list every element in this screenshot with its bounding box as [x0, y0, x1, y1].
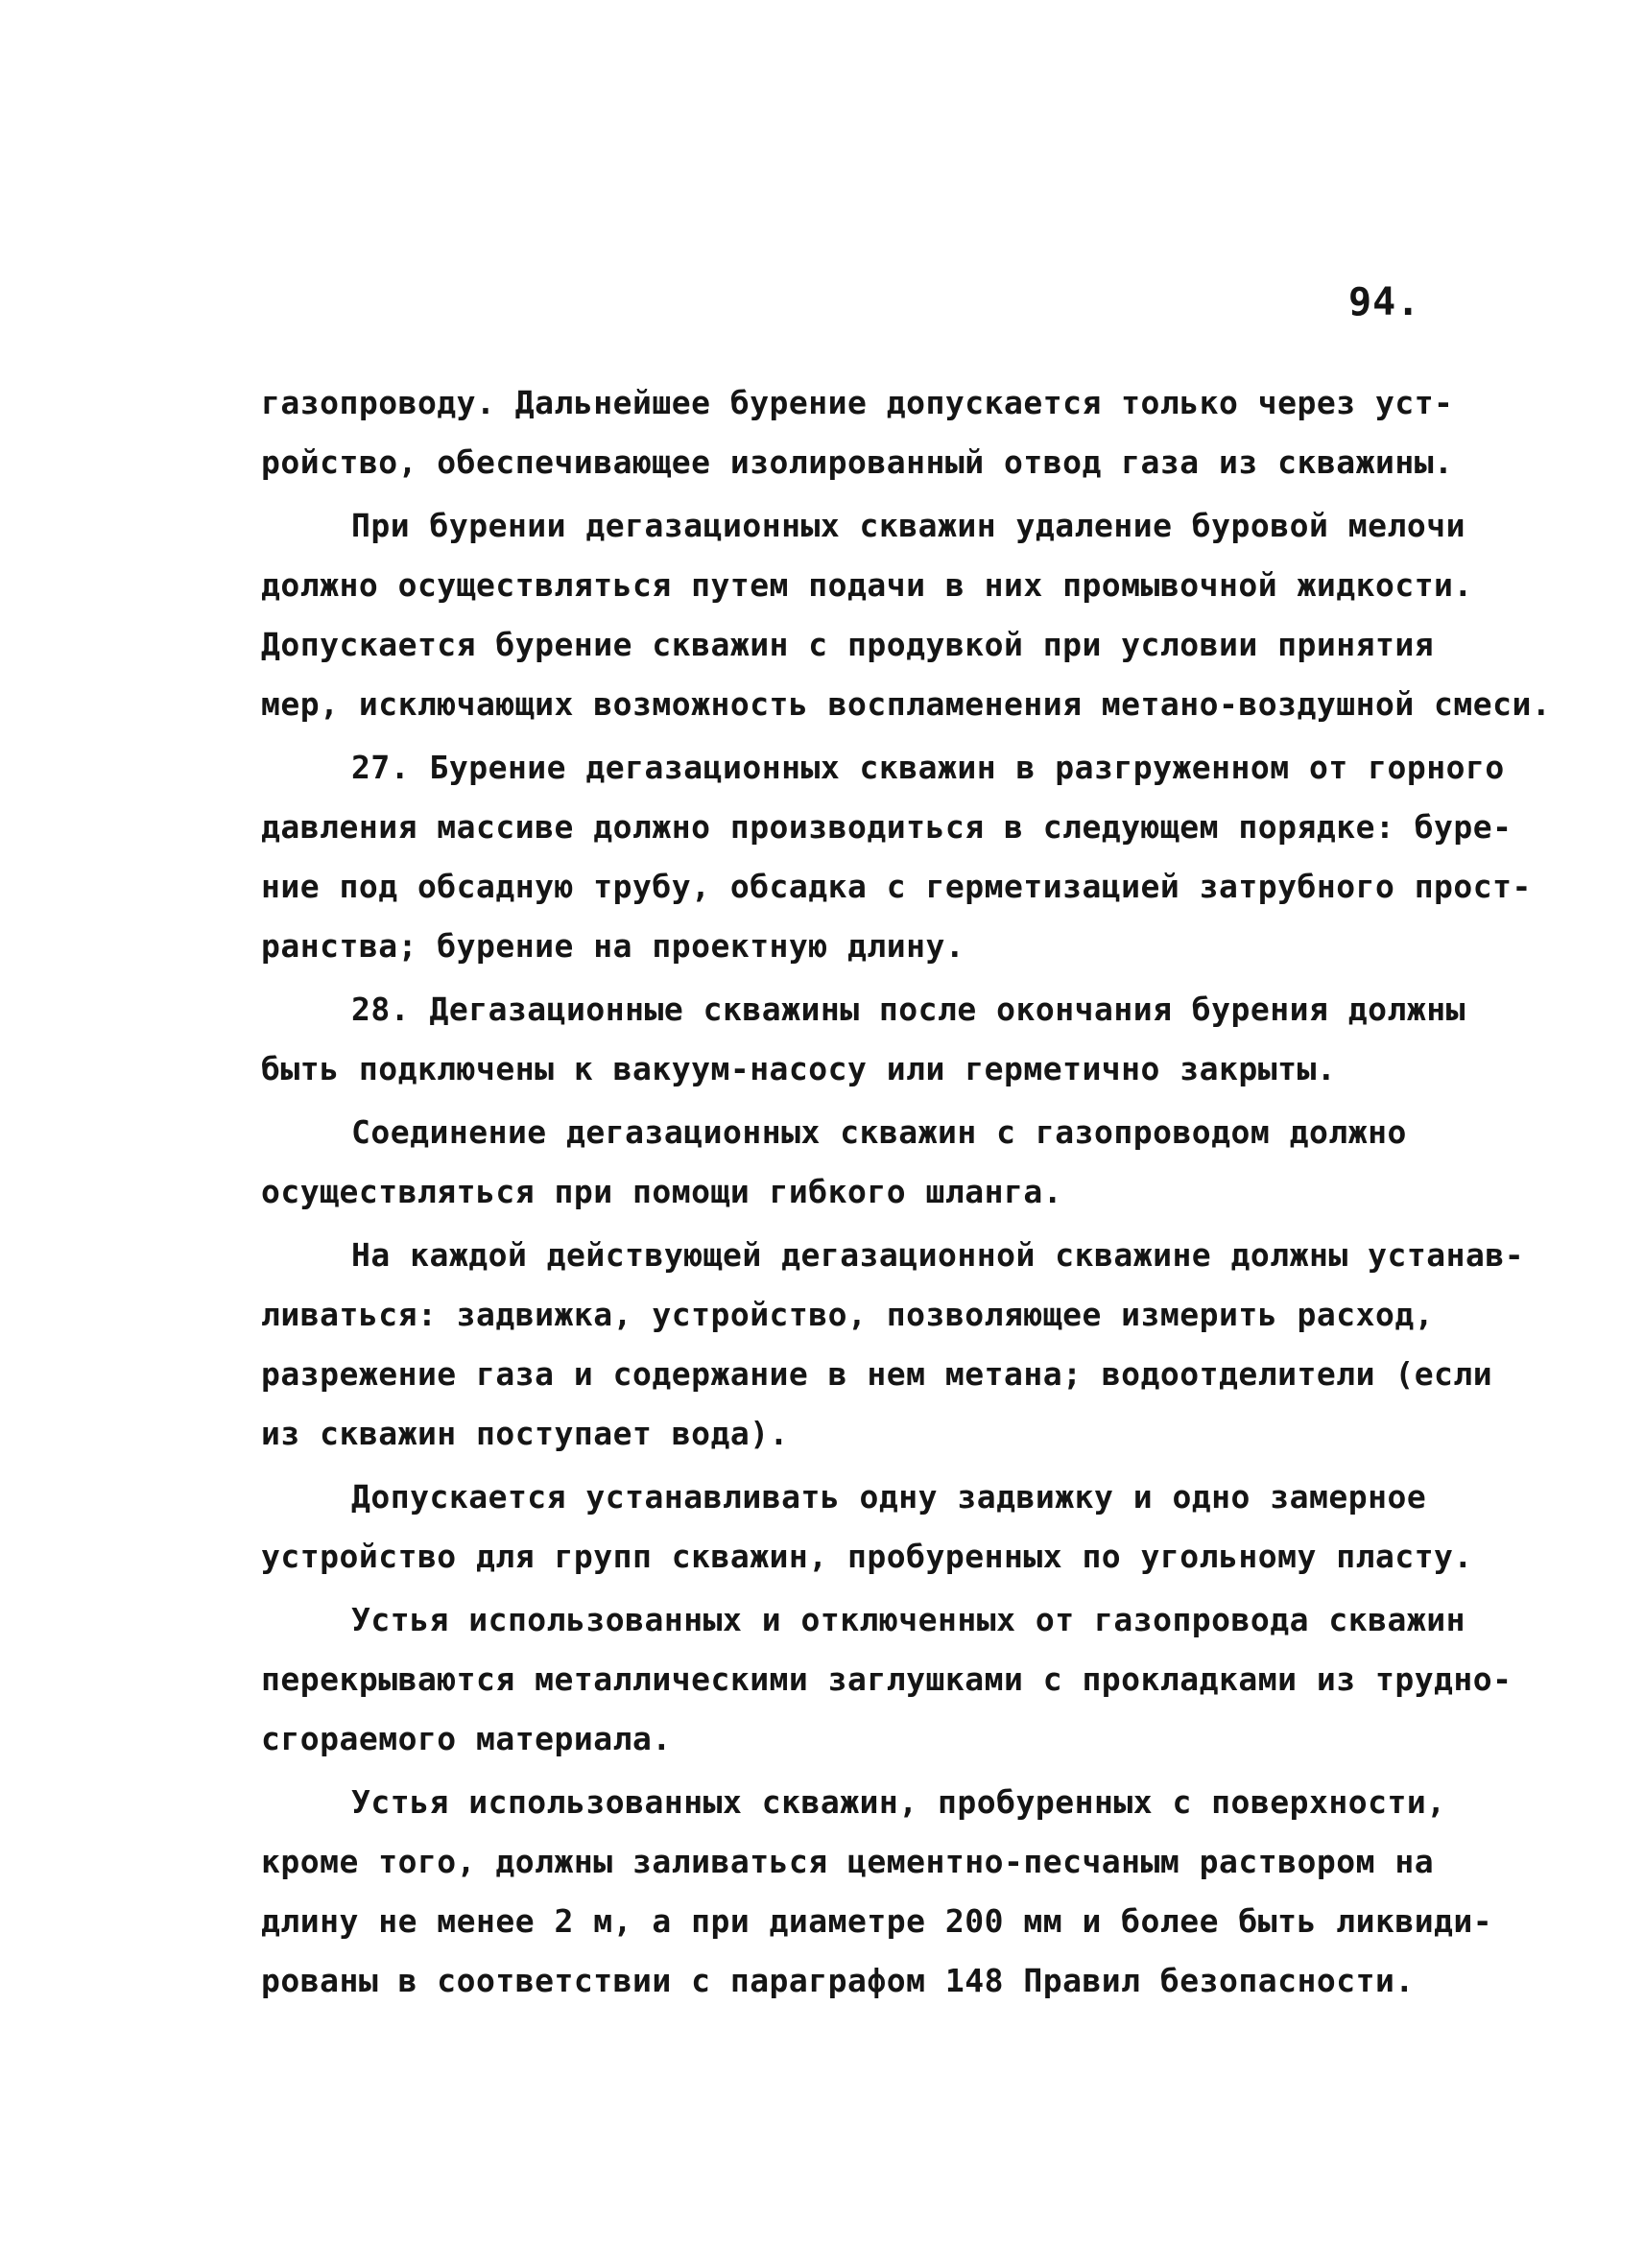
text-line: давления массиве должно производиться в следующем порядке: буре-	[261, 808, 1513, 846]
text-line: перекрываются металлическими заглушками с прокладками из трудно-	[261, 1660, 1513, 1698]
text-line: ройство, обеспечивающее изолированный отвод газа из скважины.	[261, 443, 1454, 481]
paragraph-start-line: Устья использованных скважин, пробуренных с поверхности,	[351, 1783, 1446, 1821]
paragraph-start-line: Допускается устанавливать одну задвижку и одно замерное	[351, 1478, 1427, 1516]
paragraph-start-line: На каждой действующей дегазационной скважине должны устанав-	[351, 1236, 1525, 1274]
paragraph-start-line: 28. Дегазационные скважины после окончания бурения должны	[351, 991, 1465, 1028]
text-line: разрежение газа и содержание в нем метана; водоотделители (если	[261, 1355, 1493, 1393]
text-line: сгораемого материала.	[261, 1720, 672, 1757]
text-line: ливаться: задвижка, устройство, позволяющее измерить расход,	[261, 1296, 1435, 1333]
text-line: мер, исключающих возможность воспламенения метано-воздушной смеси.	[261, 685, 1552, 723]
text-line: осуществляться при помощи гибкого шланга.	[261, 1173, 1063, 1210]
text-line: длину не менее 2 м, а при диаметре 200 мм и более быть ликвиди-	[261, 1902, 1493, 1940]
paragraph-start-line: 27. Бурение дегазационных скважин в разгруженном от горного	[351, 749, 1505, 786]
page-number: 94.	[1348, 280, 1421, 324]
paragraph-start-line: При бурении дегазационных скважин удаление буровой мелочи	[351, 507, 1465, 544]
text-line: Допускается бурение скважин с продувкой при условии принятия	[261, 626, 1435, 663]
text-line: рованы в соответствии с параграфом 148 Правил безопасности.	[261, 1962, 1415, 1999]
paragraph-start-line: Устья использованных и отключенных от газопровода скважин	[351, 1601, 1465, 1638]
text-line: устройство для групп скважин, пробуренных по угольному пласту.	[261, 1538, 1473, 1575]
text-line: ранства; бурение на проектную длину.	[261, 927, 965, 965]
text-line: газопроводу. Дальнейшее бурение допускается только через уст-	[261, 384, 1454, 421]
text-line: из скважин поступает вода).	[261, 1415, 789, 1452]
paragraph-start-line: Соединение дегазационных скважин с газопроводом должно	[351, 1113, 1407, 1151]
text-line: должно осуществляться путем подачи в них промывочной жидкости.	[261, 566, 1473, 604]
text-line: ние под обсадную трубу, обсадка с герметизацией затрубного прост-	[261, 868, 1532, 905]
text-line: кроме того, должны заливаться цементно-песчаным раствором на	[261, 1843, 1435, 1880]
text-line: быть подключены к вакуум-насосу или герметично закрыты.	[261, 1050, 1337, 1087]
